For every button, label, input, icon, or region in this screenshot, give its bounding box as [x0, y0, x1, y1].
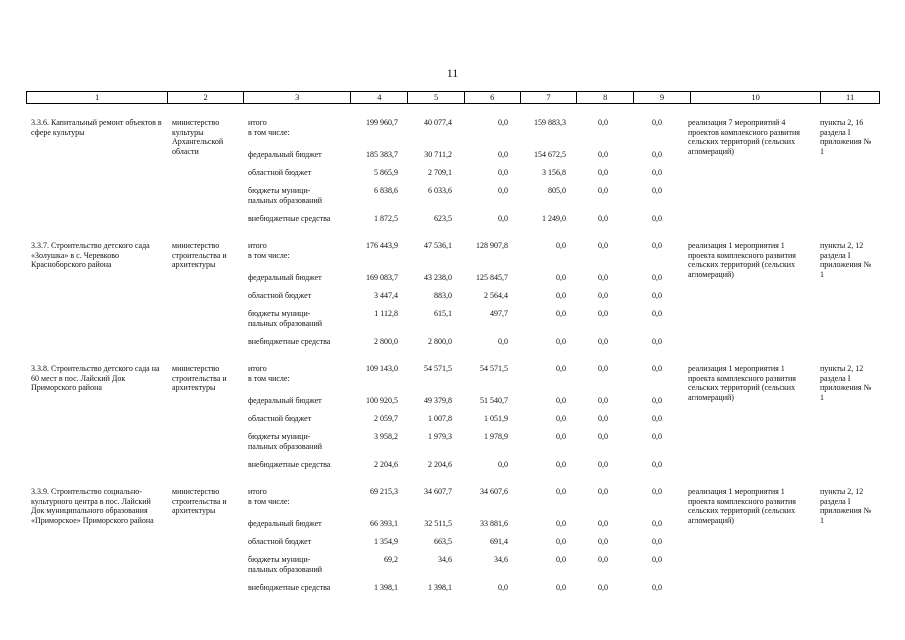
result-text: реализация 1 мероприятия 1 проекта комплексного развития сельских территорий (сельских агломераций)	[688, 487, 796, 525]
result-text: реализация 1 мероприятия 1 проекта комплексного развития сельских территорий (сельских агломераций)	[688, 241, 796, 279]
table-header	[26, 91, 880, 104]
result-text: реализация 7 мероприятий 4 проектов комплексного развития сельских территорий (сельских агломераций)	[688, 118, 800, 156]
amount-cell: 0,0	[598, 519, 608, 528]
funding-source: областной бюджет	[248, 537, 312, 546]
amount-cell: 0,0	[598, 396, 608, 405]
amount-cell: 54 571,5	[480, 364, 508, 373]
amount-cell: 0,0	[652, 537, 662, 546]
amount-cell: 100 920,5	[366, 396, 398, 405]
amount-cell: 0,0	[556, 241, 566, 250]
amount-cell: 0,0	[652, 414, 662, 423]
amount-cell: 2 204,6	[374, 460, 398, 469]
amount-cell: 2 564,4	[484, 291, 508, 300]
amount-cell: 0,0	[498, 460, 508, 469]
amount-cell: 0,0	[598, 150, 608, 159]
amount-cell: 0,0	[498, 214, 508, 223]
amount-cell: 0,0	[556, 537, 566, 546]
amount-cell: 0,0	[598, 214, 608, 223]
amount-cell: 169 083,7	[366, 273, 398, 282]
amount-cell: 0,0	[598, 168, 608, 177]
header-col-6: 6	[464, 92, 520, 103]
amount-cell: 615,1	[434, 309, 452, 318]
funding-source: итого в том числе:	[248, 241, 290, 260]
executor: министерство строительства и архитектуры	[172, 241, 227, 269]
header-col-5: 5	[407, 92, 464, 103]
amount-cell: 47 536,1	[424, 241, 452, 250]
amount-cell: 0,0	[598, 537, 608, 546]
funding-source: внебюджетные средства	[248, 337, 331, 346]
amount-cell: 0,0	[652, 555, 662, 564]
executor: министерство строительства и архитектуры	[172, 487, 227, 515]
funding-source: федеральный бюджет	[248, 150, 322, 159]
page-number: 11	[446, 66, 459, 80]
amount-cell: 0,0	[598, 414, 608, 423]
amount-cell: 0,0	[556, 414, 566, 423]
amount-cell: 0,0	[498, 583, 508, 592]
amount-cell: 51 540,7	[480, 396, 508, 405]
amount-cell: 0,0	[652, 460, 662, 469]
amount-cell: 805,0	[548, 186, 566, 195]
amount-cell: 185 383,7	[366, 150, 398, 159]
amount-cell: 3 447,4	[374, 291, 398, 300]
header-col-8: 8	[576, 92, 633, 103]
amount-cell: 0,0	[556, 519, 566, 528]
funding-source: внебюджетные средства	[248, 583, 331, 592]
header-col-2: 2	[167, 92, 243, 103]
amount-cell: 49 379,8	[424, 396, 452, 405]
amount-cell: 691,4	[490, 537, 508, 546]
amount-cell: 0,0	[598, 364, 608, 373]
amount-cell: 0,0	[556, 337, 566, 346]
amount-cell: 109 143,0	[366, 364, 398, 373]
amount-cell: 6 838,6	[374, 186, 398, 195]
header-col-4: 4	[350, 92, 407, 103]
amount-cell: 0,0	[652, 364, 662, 373]
amount-cell: 0,0	[598, 460, 608, 469]
funding-source: внебюджетные средства	[248, 460, 331, 469]
amount-cell: 34,6	[494, 555, 508, 564]
result-text: реализация 1 мероприятия 1 проекта комплексного развития сельских территорий (сельских агломераций)	[688, 364, 796, 402]
amount-cell: 0,0	[652, 214, 662, 223]
funding-source: федеральный бюджет	[248, 519, 322, 528]
amount-cell: 0,0	[598, 583, 608, 592]
amount-cell: 0,0	[652, 309, 662, 318]
amount-cell: 0,0	[556, 396, 566, 405]
amount-cell: 2 709,1	[428, 168, 452, 177]
amount-cell: 0,0	[598, 309, 608, 318]
funding-source: областной бюджет	[248, 291, 312, 300]
amount-cell: 0,0	[652, 150, 662, 159]
amount-cell: 0,0	[556, 460, 566, 469]
funding-source: бюджеты муници- пальных образований	[248, 309, 322, 328]
amount-cell: 0,0	[652, 273, 662, 282]
header-col-3: 3	[243, 92, 351, 103]
amount-cell: 0,0	[556, 487, 566, 496]
appendix-points: пункты 2, 12 раздела I приложения № 1	[820, 241, 872, 279]
funding-source: областной бюджет	[248, 414, 312, 423]
amount-cell: 0,0	[652, 583, 662, 592]
amount-cell: 0,0	[598, 555, 608, 564]
appendix-points: пункты 2, 12 раздела I приложения № 1	[820, 364, 872, 402]
amount-cell: 54 571,5	[424, 364, 452, 373]
amount-cell: 66 393,1	[370, 519, 398, 528]
amount-cell: 0,0	[652, 487, 662, 496]
amount-cell: 1 979,3	[428, 432, 452, 441]
amount-cell: 69,2	[384, 555, 398, 564]
amount-cell: 0,0	[598, 118, 608, 127]
amount-cell: 0,0	[498, 168, 508, 177]
amount-cell: 1 051,9	[484, 414, 508, 423]
amount-cell: 1 872,5	[374, 214, 398, 223]
funding-source: внебюджетные средства	[248, 214, 331, 223]
amount-cell: 0,0	[556, 555, 566, 564]
amount-cell: 43 238,0	[424, 273, 452, 282]
amount-cell: 3 156,8	[542, 168, 566, 177]
funding-source: итого в том числе:	[248, 364, 290, 383]
amount-cell: 199 960,7	[366, 118, 398, 127]
amount-cell: 0,0	[556, 309, 566, 318]
amount-cell: 2 204,6	[428, 460, 452, 469]
amount-cell: 1 978,9	[484, 432, 508, 441]
header-col-9: 9	[633, 92, 690, 103]
amount-cell: 0,0	[652, 168, 662, 177]
amount-cell: 883,0	[434, 291, 452, 300]
amount-cell: 5 865,9	[374, 168, 398, 177]
funding-source: итого в том числе:	[248, 118, 290, 137]
funding-source: федеральный бюджет	[248, 396, 322, 405]
amount-cell: 0,0	[652, 432, 662, 441]
amount-cell: 34 607,6	[480, 487, 508, 496]
amount-cell: 32 511,5	[424, 519, 452, 528]
amount-cell: 0,0	[498, 186, 508, 195]
amount-cell: 1 398,1	[374, 583, 398, 592]
amount-cell: 0,0	[598, 291, 608, 300]
amount-cell: 30 711,2	[424, 150, 452, 159]
amount-cell: 0,0	[556, 583, 566, 592]
amount-cell: 0,0	[598, 487, 608, 496]
funding-source: федеральный бюджет	[248, 273, 322, 282]
header-col-11: 11	[820, 92, 879, 103]
amount-cell: 0,0	[498, 118, 508, 127]
amount-cell: 40 077,4	[424, 118, 452, 127]
amount-cell: 125 845,7	[476, 273, 508, 282]
amount-cell: 0,0	[498, 150, 508, 159]
amount-cell: 0,0	[598, 337, 608, 346]
amount-cell: 128 907,8	[476, 241, 508, 250]
amount-cell: 0,0	[652, 519, 662, 528]
amount-cell: 0,0	[652, 186, 662, 195]
amount-cell: 663,5	[434, 537, 452, 546]
amount-cell: 33 881,6	[480, 519, 508, 528]
amount-cell: 0,0	[652, 118, 662, 127]
amount-cell: 0,0	[598, 432, 608, 441]
amount-cell: 1 398,1	[428, 583, 452, 592]
amount-cell: 34,6	[438, 555, 452, 564]
amount-cell: 3 958,2	[374, 432, 398, 441]
funding-source: итого в том числе:	[248, 487, 290, 506]
amount-cell: 159 883,3	[534, 118, 566, 127]
amount-cell: 0,0	[652, 291, 662, 300]
amount-cell: 34 607,7	[424, 487, 452, 496]
amount-cell: 0,0	[556, 364, 566, 373]
amount-cell: 0,0	[598, 186, 608, 195]
amount-cell: 176 443,9	[366, 241, 398, 250]
funding-source: бюджеты муници- пальных образований	[248, 555, 322, 574]
amount-cell: 154 672,5	[534, 150, 566, 159]
appendix-points: пункты 2, 16 раздела I приложения № 1	[820, 118, 872, 156]
amount-cell: 69 215,3	[370, 487, 398, 496]
amount-cell: 1 007,8	[428, 414, 452, 423]
header-col-10: 10	[690, 92, 820, 103]
event-name: 3.3.6. Капитальный ремонт объектов в сфере культуры	[31, 118, 162, 137]
amount-cell: 0,0	[556, 273, 566, 282]
amount-cell: 0,0	[652, 396, 662, 405]
amount-cell: 623,5	[434, 214, 452, 223]
executor: министерство культуры Архангельской области	[172, 118, 224, 156]
amount-cell: 2 059,7	[374, 414, 398, 423]
amount-cell: 0,0	[652, 241, 662, 250]
amount-cell: 1 112,8	[374, 309, 398, 318]
amount-cell: 497,7	[490, 309, 508, 318]
event-name: 3.3.8. Строительство детского сада на 60 мест в пос. Лайский Док Приморского района	[31, 364, 160, 392]
event-name: 3.3.9. Строительство социально-культурного центра в пос. Лайский Док муниципального образования «Приморское» Приморского района	[31, 487, 154, 525]
appendix-points: пункты 2, 12 раздела I приложения № 1	[820, 487, 872, 525]
amount-cell: 0,0	[652, 337, 662, 346]
amount-cell: 1 249,0	[542, 214, 566, 223]
amount-cell: 0,0	[498, 337, 508, 346]
header-col-1: 1	[95, 92, 100, 102]
event-name: 3.3.7. Строительство детского сада «Золушка» в с. Черевково Красноборского района	[31, 241, 150, 269]
executor: министерство строительства и архитектуры	[172, 364, 227, 392]
amount-cell: 2 800,0	[428, 337, 452, 346]
amount-cell: 1 354,9	[374, 537, 398, 546]
amount-cell: 0,0	[556, 432, 566, 441]
amount-cell: 6 033,6	[428, 186, 452, 195]
funding-source: бюджеты муници- пальных образований	[248, 432, 322, 451]
amount-cell: 2 800,0	[374, 337, 398, 346]
amount-cell: 0,0	[598, 241, 608, 250]
amount-cell: 0,0	[556, 291, 566, 300]
funding-source: бюджеты муници- пальных образований	[248, 186, 322, 205]
header-col-7: 7	[520, 92, 577, 103]
amount-cell: 0,0	[598, 273, 608, 282]
funding-source: областной бюджет	[248, 168, 312, 177]
